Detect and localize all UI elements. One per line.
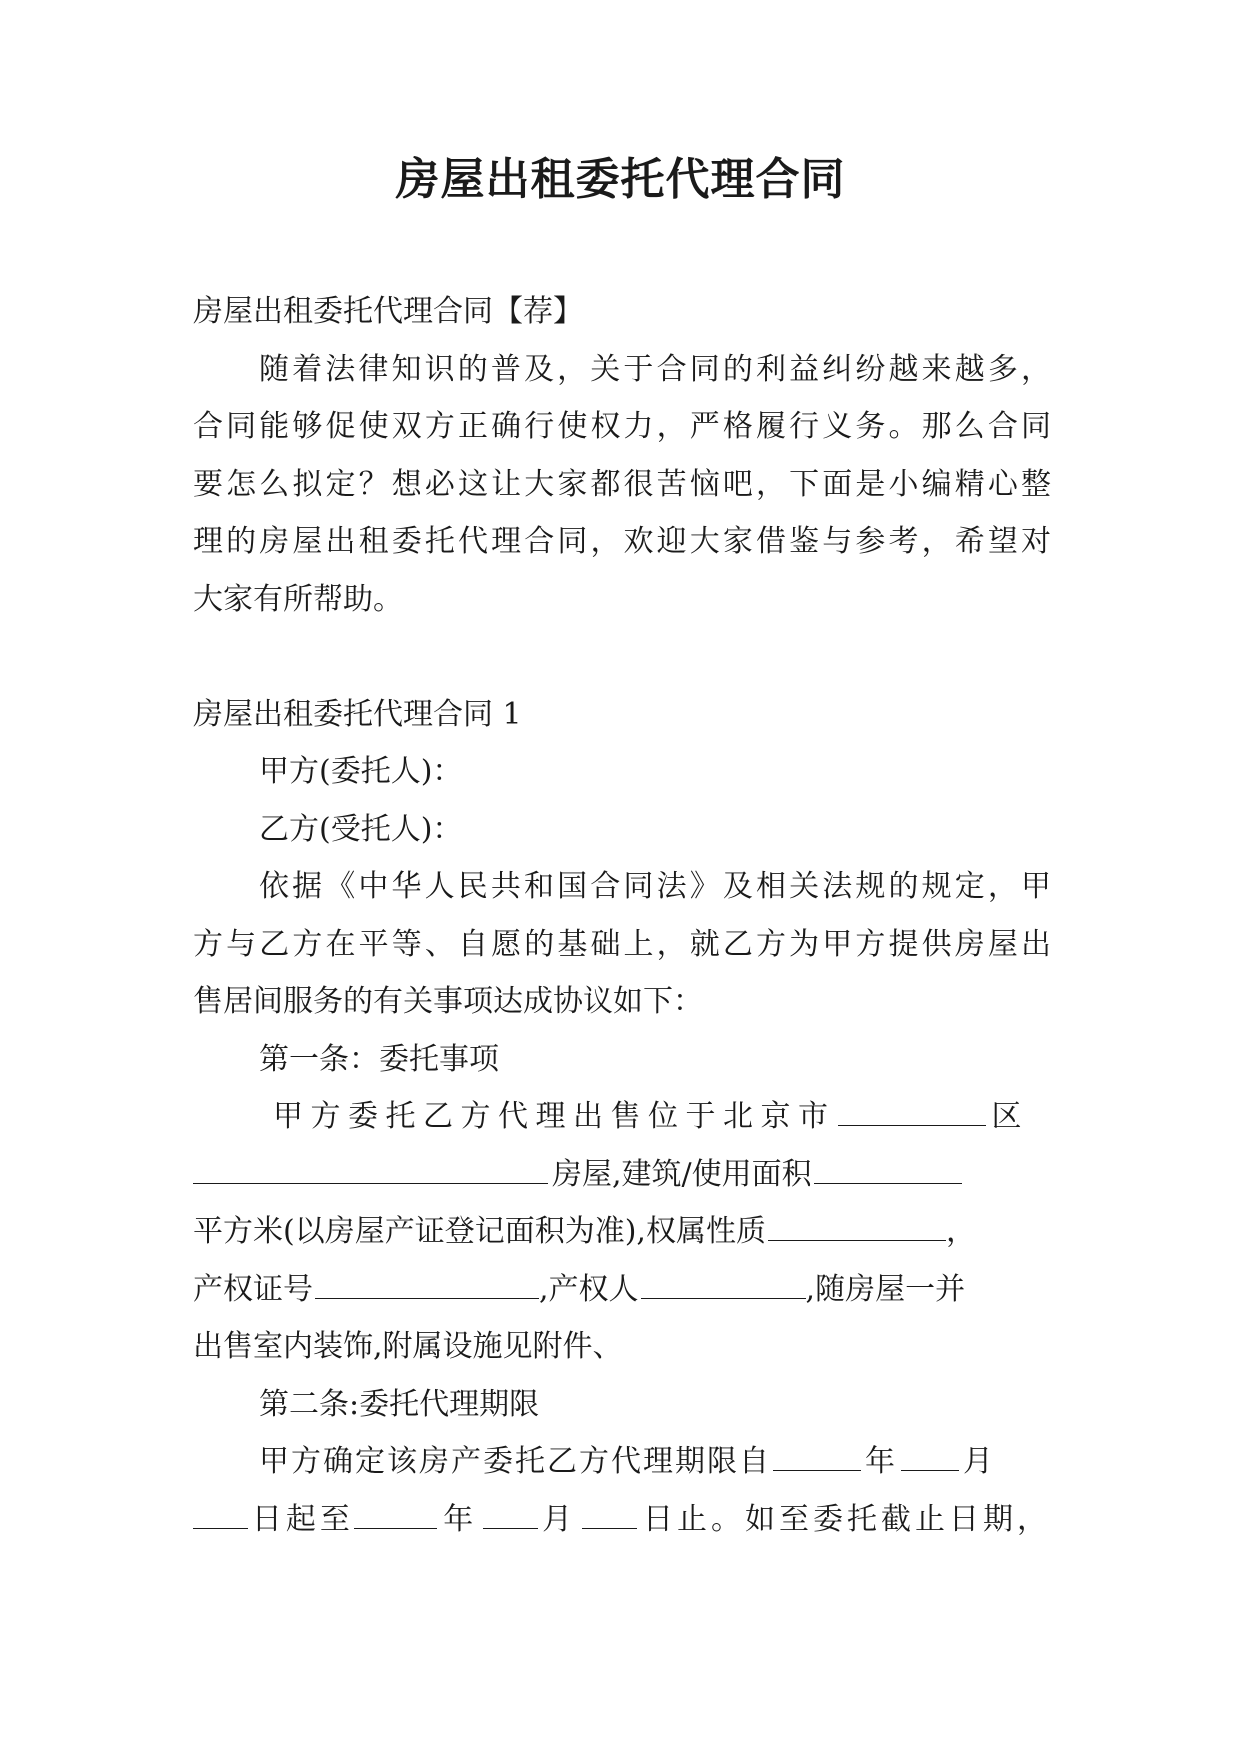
- start-day-blank: [193, 1495, 248, 1529]
- end-year-blank: [354, 1495, 437, 1529]
- intro-line-2: 合同能够促使双方正确行使权力，严格履行义务。那么合同: [193, 409, 1051, 444]
- document-title: 房屋出租委托代理合同: [395, 154, 846, 205]
- article2-line-2: [193, 1491, 1051, 1549]
- start-month-blank: [901, 1437, 959, 1471]
- basis-line-3: 售居间服务的有关事项达成协议如下：: [193, 984, 703, 1019]
- address-blank: [193, 1150, 548, 1184]
- certificate-number-blank: [315, 1265, 539, 1299]
- intro-line-3: 要怎么拟定？想必这让大家都很苦恼吧，下面是小编精心整: [193, 466, 1051, 502]
- article1-line-3: [193, 1203, 1051, 1261]
- article2-text: 甲方确定该房产委托乙方代理期限自: [259, 1444, 771, 1479]
- article2-text: 日止。如至委托截止日期，: [643, 1501, 1052, 1537]
- party-b-line: 乙方(受托人)：: [259, 811, 463, 847]
- article1-text: 产权证号: [193, 1271, 313, 1307]
- party-a-line: 甲方(委托人)：: [259, 754, 463, 789]
- owner-blank: [641, 1265, 806, 1299]
- article1-text: 房屋,建筑/使用面积: [552, 1156, 812, 1192]
- article1-line-5: 出售室内装饰,附属设施见附件、: [193, 1329, 623, 1364]
- intro-line-4: 理的房屋出租委托代理合同，欢迎大家借鉴与参考，希望对: [193, 524, 1051, 559]
- article2-title: 第二条:委托代理期限: [259, 1386, 540, 1422]
- intro-line-5: 大家有所帮助。: [193, 581, 403, 617]
- article1-text: 甲方委托乙方代理出售位于北京市: [273, 1099, 836, 1134]
- document-body: [193, 283, 1051, 1548]
- article1-text: ，: [945, 1214, 976, 1249]
- article2-line-1: [193, 1433, 1051, 1491]
- article1-line-1: [193, 1088, 1051, 1146]
- end-month-blank: [483, 1495, 538, 1529]
- document-subtitle: 房屋出租委托代理合同【荐】: [193, 294, 583, 329]
- basis-line-1: 依据《中华人民共和国合同法》及相关法规的规定，甲: [259, 869, 1051, 904]
- article1-title: 第一条：委托事项: [259, 1041, 499, 1077]
- district-blank: [838, 1092, 986, 1126]
- article1-text: 平方米(以房屋产证登记面积为准),权属性质: [193, 1214, 766, 1249]
- area-blank: [814, 1150, 962, 1184]
- basis-line-2: 方与乙方在平等、自愿的基础上，就乙方为甲方提供房屋出: [193, 926, 1051, 962]
- article2-text: 年: [865, 1444, 895, 1479]
- ownership-type-blank: [768, 1207, 946, 1241]
- article2-text: 月: [963, 1444, 993, 1479]
- article1-line-4: [193, 1261, 1051, 1319]
- paragraph-gap: [193, 628, 1051, 686]
- article2-text: 年: [443, 1501, 474, 1537]
- start-year-blank: [773, 1437, 861, 1471]
- article2-text: 月: [542, 1501, 573, 1537]
- end-day-blank: [582, 1495, 637, 1529]
- article1-line-2: [193, 1146, 1051, 1204]
- article2-text: 日起至: [251, 1501, 354, 1537]
- intro-line-1: 随着法律知识的普及，关于合同的利益纠纷越来越多，: [259, 351, 1051, 387]
- article1-text: 区: [991, 1099, 1022, 1134]
- section-heading: 房屋出租委托代理合同 1: [193, 696, 522, 732]
- article1-text: ,随房屋一并: [805, 1271, 966, 1307]
- article1-text: ,产权人: [539, 1271, 639, 1307]
